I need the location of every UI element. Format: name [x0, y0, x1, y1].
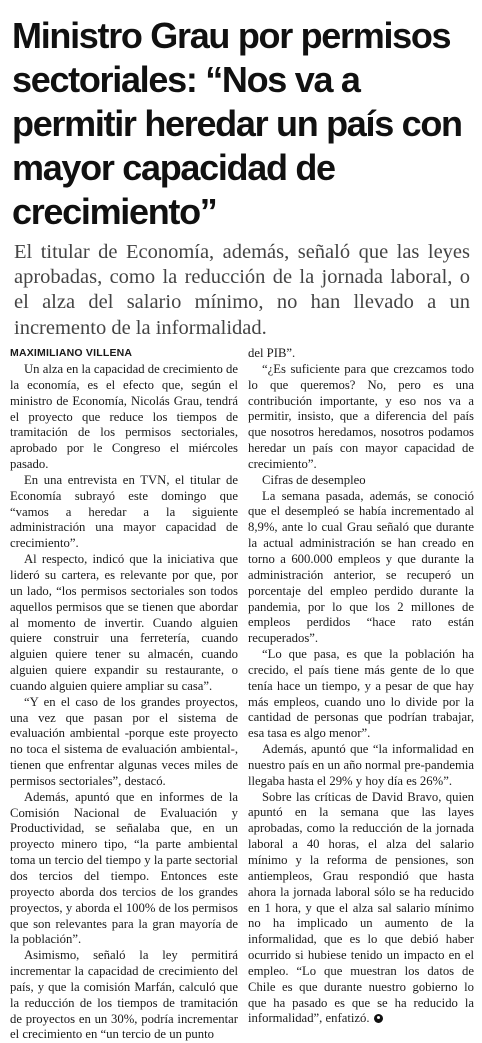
body-paragraph: “¿Es suficiente para que crezcamos todo lo que queremos? No, pero es una contribución importante, y eso nos va a permitir, insisto, que a diferencia del país que nosotros heredamos, nosotros podamos heredar un país con mayor capacidad de crecimiento”.	[248, 361, 474, 471]
body-paragraph: En una entrevista en TVN, el titular de Economía subrayó este domingo que “vamos a heredar a la siguiente administración una mayor capacidad de crecimiento”.	[10, 472, 238, 551]
deck-subtitle: El titular de Economía, además, señaló que las leyes aprobadas, como la reducción de la jornada laboral, o el alza del salario mínimo, no han llevado a un incremento de la informalidad.	[14, 241, 470, 339]
headline: Ministro Grau por permisos sectoriales: “Nos va a permitir heredar un país con mayor capacidad de crecimiento”	[12, 15, 462, 232]
body-paragraph: Un alza en la capacidad de crecimiento de la economía, es el efecto que, según el ministro de Economía, Nicolás Grau, tendrá el proyecto que reduce los tiempos de tramitación de los permisos sectoriales, aprobado por le Congreso el miércoles pasado.	[10, 362, 238, 472]
byline: MAXIMILIANO VILLENA	[10, 347, 133, 359]
body-paragraph: Además, apuntó que “la informalidad en nuestro país en un año normal pre-pandemia llegaba hasta el 29% y hoy día es 26%”.	[248, 742, 474, 788]
body-paragraph-continuation: del PIB”.	[248, 346, 296, 360]
body-paragraph: La semana pasada, además, se conoció que el desempleó se había incrementado al 8,9%, ante lo cual Grau señaló que durante la actual administración se han creado en torno a 600.000 empleos y que durante la administración anterior, se recuperó un porcentaje del empleo perdido durante la pandemia, por lo que los 2 millones de empleos perdidos “hace rato están recuperados”.	[248, 488, 474, 646]
article-column-left	[10, 346, 238, 1043]
article-column-right	[248, 346, 474, 1027]
end-of-article-icon	[374, 1014, 383, 1023]
body-paragraph: “Y en el caso de los grandes proyectos, una vez que pasan por el sistema de evaluación ambiental -porque este proyecto no toca el sistema de evaluación ambiental-, tienen que enfrentar algunas veces miles de permisos sectoriales”, destacó.	[10, 694, 238, 788]
body-paragraph: Al respecto, indicó que la iniciativa que lideró su cartera, es relevante por que, por un lado, “los permisos sectoriales son todos aquellos permisos que se tienen que abordar al momento de invertir. Cuando alguien quiere construir una ferretería, cuando alguien quiere tener su almacén, cuando alguien quiere expandir su restaurante, o cuando alguien quiere ampliar su casa”.	[10, 552, 238, 693]
final-paragraph-text: Sobre las críticas de David Bravo, quien apuntó en la semana que las layes aprobadas, como la reducción de la jornada laboral a 40 horas, el alza del salario mínimo y la reforma de pensiones, son antiempleos, Grau respondió que hasta ahora la jornada laboral sólo se ha reducido en 1 hora, y que el alza sal salario mínimo no ha implicado un aumento de la informalidad, que es lo que debió haber ocurrido si hubiese tenido un impacto en el empleo. “Lo que muestran los datos de Chile es que durante nuestro gobierno lo que ha pasado es que se ha reducido la informalidad”, enfatizó.	[248, 789, 474, 1026]
body-paragraph: “Lo que pasa, es que la población ha crecido, el país tiene más gente de lo que tenía hace un tiempo, y a pesar de que hay más empleos, cuando uno lo divide por la cantidad de personas que podrían trabajar, esa tasa es algo menor”.	[248, 647, 474, 741]
body-paragraph: Además, apuntó que en informes de la Comisión Nacional de Evaluación y Productividad, se señalaba que, en un proyecto minero tipo, “la parte ambiental toma un tercio del tiempo y la parte sectorial dos tercios del tiempo. Entonces este proyecto aborda dos tercios de los grandes proyectos, y aborda el 100% de los permisos que son relevantes para la gran mayoría de la población”.	[10, 789, 238, 947]
body-paragraph: Asimismo, señaló la ley permitirá incrementar la capacidad de crecimiento del país, y que la comisión Marfán, calculó que la reducción de los tiempos de tramitación de proyectos en un 30%, podría incrementar el crecimiento en “un tercio de un punto	[10, 948, 238, 1042]
section-subhead: Cifras de desempleo	[262, 472, 366, 487]
body-paragraph-final	[248, 790, 474, 1028]
